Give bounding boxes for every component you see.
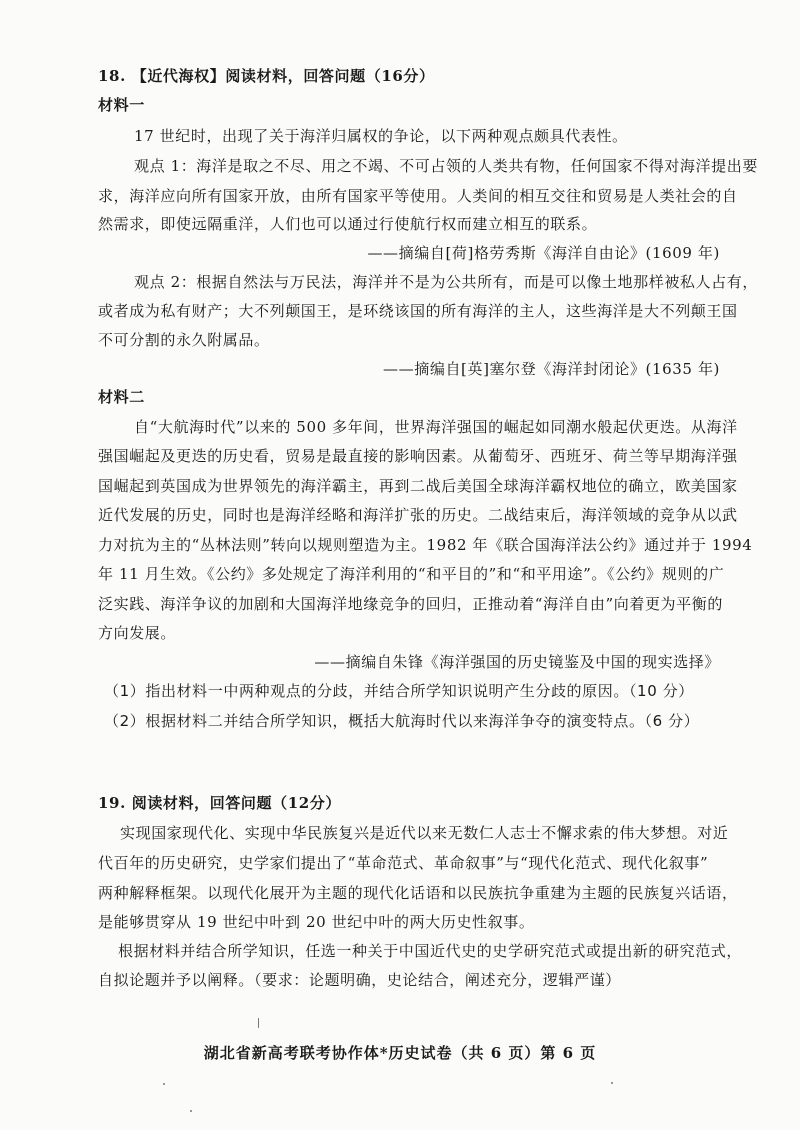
scan-speck (163, 1083, 165, 1085)
q19-material-line: 两种解释框架。以现代化展开为主题的现代化话语和以民族抗争重建为主题的民族复兴话语， (98, 884, 738, 902)
q19-material-line: 是能够贯穿从 19 世纪中叶到 20 世纪中叶的两大历史性叙事。 (98, 913, 535, 931)
q18-subquestion-1: （1）指出材料一中两种观点的分歧，并结合所学知识说明产生分歧的原因。（10 分） (104, 682, 694, 700)
material2-line: 自“大航海时代”以来的 500 多年间，世界海洋强国的崛起如同潮水般起伏更迭。从海洋 (134, 418, 738, 436)
material2-line: 近代发展的历史，同时也是海洋经略和海洋扩张的历史。二战结束后，海洋领域的竞争从以武 (98, 506, 738, 524)
q18-heading: 18. 【近代海权】阅读材料，回答问题（16分） (98, 67, 435, 85)
q19-task-line: 根据材料并结合所学知识，任选一种关于中国近代史的史学研究范式或提出新的研究范式， (118, 942, 743, 960)
material2-source: ——摘编自朱锋《海洋强国的历史镜鉴及中国的现实选择》 (314, 653, 720, 671)
viewpoint1-line: 求，海洋应向所有国家开放，由所有国家平等使用。人类间的相互交往和贸易是人类社会的自 (98, 187, 738, 205)
viewpoint2-line: 或者成为私有财产；大不列颠国王，是环绕该国的所有海洋的主人，这些海洋是大不列颠王国 (98, 302, 738, 320)
viewpoint1-source: ——摘编自[荷]格劳秀斯《海洋自由论》(1609 年) (367, 244, 720, 262)
q19-heading: 19. 阅读材料，回答问题（12分） (98, 794, 341, 812)
material2-line: 方向发展。 (98, 624, 177, 642)
q19-material-line: 实现国家现代化、实现中华民族复兴是近代以来无数仁人志士不懈求索的伟大梦想。对近 (120, 824, 729, 842)
viewpoint2-source: ——摘编自[英]塞尔登《海洋封闭论》(1635 年) (383, 360, 720, 378)
material2-line: 国崛起到英国成为世界领先的海洋霸主，再到二战后美国全球海洋霸权地位的确立，欧美国家 (98, 477, 738, 495)
q19-material-line: 代百年的历史研究，史学家们提出了“革命范式、革命叙事”与“现代化范式、现代化叙事” (98, 854, 709, 872)
page-footer: 湖北省新高考联考协作体*历史试卷（共 6 页）第 6 页 (203, 1044, 597, 1062)
viewpoint2-line: 观点 2：根据自然法与万民法，海洋并不是为公共所有，而是可以像土地那样被私人占有， (134, 273, 758, 291)
scan-speck (611, 1082, 613, 1084)
viewpoint1-line: 然需求，即使远隔重洋，人们也可以通过行使航行权而建立相互的联系。 (98, 215, 598, 233)
material2-line: 力对抗为主的“丛林法则”转向以规则塑造为主。1982 年《联合国海洋法公约》通过并于 1994 (98, 536, 753, 554)
viewpoint1-line: 观点 1：海洋是取之不尽、用之不竭、不可占领的人类共有物，任何国家不得对海洋提出要 (134, 157, 758, 175)
scan-speck (258, 1018, 259, 1028)
viewpoint2-line: 不可分割的永久附属品。 (98, 331, 270, 349)
material2-line: 强国崛起及更迭的历史看，贸易是最直接的影响因素。从葡萄牙、西班牙、荷兰等早期海洋强 (98, 447, 738, 465)
q18-subquestion-2: （2）根据材料二并结合所学知识，概括大航海时代以来海洋争夺的演变特点。（6 分） (104, 712, 700, 730)
material2-label: 材料二 (98, 388, 145, 406)
q19-task-line: 自拟论题并予以阐释。（要求：论题明确，史论结合，阐述充分，逻辑严谨） (98, 971, 621, 989)
scan-speck (190, 1110, 192, 1112)
material1-intro: 17 世纪时，出现了关于海洋归属权的争论，以下两种观点颇具代表性。 (134, 127, 628, 145)
material2-line: 泛实践、海洋争议的加剧和大国海洋地缘竞争的回归，正推动着“海洋自由”向着更为平衡的 (98, 595, 723, 613)
material2-line: 年 11 月生效。《公约》多处规定了海洋利用的“和平目的”和“和平用途”。《公约》规则的广 (98, 565, 725, 583)
material1-label: 材料一 (98, 96, 145, 114)
